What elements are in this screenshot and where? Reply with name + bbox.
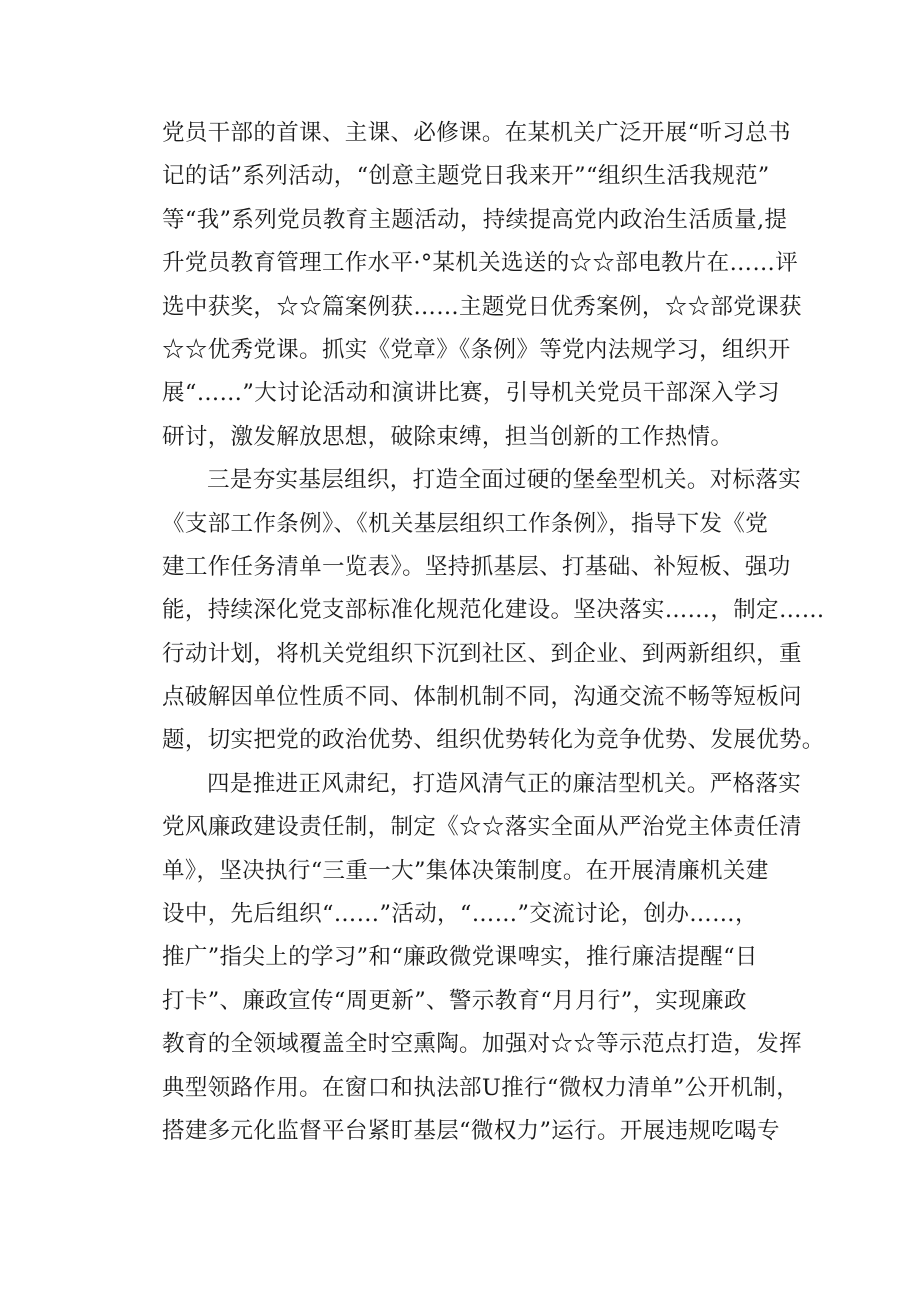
text-line: 记的话”系列活动，“创意主题党日我来开”“组织生活我规范” <box>162 163 770 190</box>
text-line: 党员干部的首课、主课、必修课。在某机关广泛开展“听习总书 <box>162 120 791 146</box>
text-line: 点破解因单位性质不同、体制机制不同，沟通交流不畅等短板问 <box>162 684 802 711</box>
text-line: 搭建多元化监督平台紧盯基层“微权力”运行。开展违规吃喝专 <box>162 1117 780 1144</box>
text-line: 典型领路作用。在窗口和执法部U推行“微权力清单”公开机制， <box>162 1074 800 1101</box>
paragraph-start-line: 三是夯实基层组织，打造全面过硬的堡垒型机关。对标落实 <box>207 467 802 494</box>
text-line: 研讨，激发解放思想，破除束缚，担当创新的工作热情。 <box>162 423 734 450</box>
text-line: 题，切实把党的政治优势、组织优势转化为竞争优势、发展优势。 <box>162 727 825 754</box>
text-line: 升党员教育管理工作水平·°某机关选送的☆☆部电教片在……评 <box>162 250 799 277</box>
text-line: ☆☆优秀党课。抓实《党章》《条例》等党内法规学习，组织开 <box>162 336 791 363</box>
text-line: 《支部工作条例》、《机关基层组织工作条例》，指导下发《党 <box>162 510 769 537</box>
paragraph-start-line: 四是推进正风肃纪，打造风清气正的廉洁型机关。严格落实 <box>207 770 802 797</box>
text-line: 等“我”系列党员教育主题活动，持续提高党内政治生活质量,提 <box>162 206 788 233</box>
document-body <box>162 112 825 1153</box>
text-line: 行动计划，将机关党组织下沉到社区、到企业、到两新组织，重 <box>162 640 802 667</box>
text-line: 建工作任务清单一览表》。坚持抓基层、打基础、补短板、强功 <box>162 553 791 580</box>
text-line: 设中，先后组织“……”活动，“……”交流讨论，创办……， <box>162 901 758 928</box>
text-line: 打卡”、廉政宣传“周更新”、警示教育“月月行”，实现廉政 <box>162 987 747 1014</box>
text-line: 党风廉政建设责任制，制定《☆☆落实全面从严治党主体责任清 <box>162 814 802 841</box>
text-line: 展“……”大讨论活动和演讲比赛，引导机关党员干部深入学习 <box>162 380 780 407</box>
text-line: 推广”指尖上的学习”和“廉政微党课啤实，推行廉洁提醒“日 <box>162 944 758 971</box>
text-line: 能，持续深化党支部标准化规范化建设。坚决落实……，制定…… <box>162 597 825 624</box>
text-line: 教育的全领域覆盖全时空熏陶。加强对☆☆等示范点打造，发挥 <box>162 1031 802 1058</box>
text-line: 选中获奖，☆☆篇案例获……主题党日优秀案例，☆☆部党课获 <box>162 293 802 320</box>
text-line: 单》，坚决执行“三重一大”集体决策制度。在开展清廉机关建 <box>162 857 769 884</box>
